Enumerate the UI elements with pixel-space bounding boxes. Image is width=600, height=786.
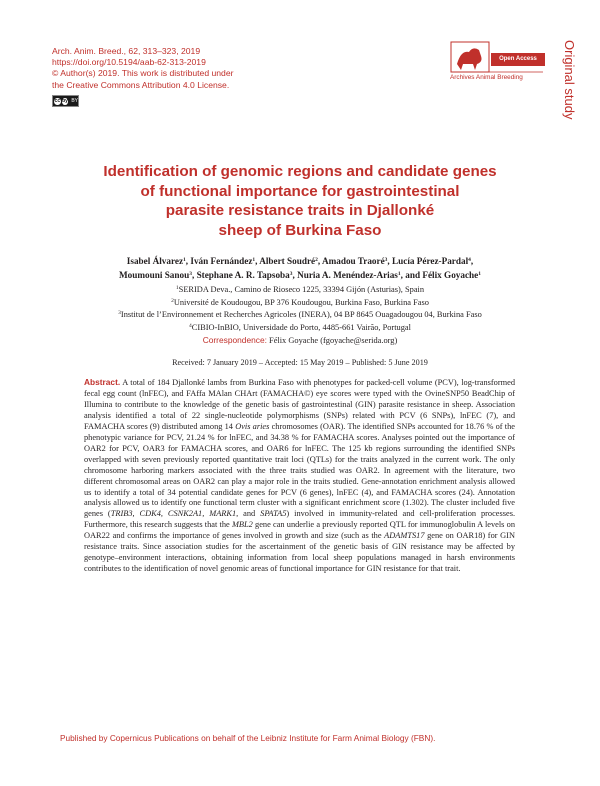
author-name: Isabel Álvarez [126,256,184,266]
correspondence-label: Correspondence: [202,335,267,345]
license-badge-label: BY [71,98,78,104]
abstract-text: ) involved in immunity-related and cell-proliferation processes. Furthermore, this research suggests that the [84,509,516,530]
affiliation-sup: 1 [175,285,179,291]
article-meta [52,46,233,91]
section-label-text: Original study [562,40,577,120]
author-sup: 1 [478,271,481,278]
author-line-1: Isabel Álvarez$^1$, Iván Fernández$^1$, Albert Soudré$^2$, Amadou Traoré$^3$, Lucía Pérez-Pardal$^4$, [126,256,474,266]
affiliation [60,321,540,334]
author-sup: 3 [384,257,388,263]
correspondence-email[interactable]: Félix Goyache (fgoyache@serida.org) [269,336,398,345]
abstract-text: gene on OAR18) for GIN resistance traits. Since association studies for the ascertainment of the genetic basis of GIN resistance may be affected by genotype–environment interactions, obtaining information from local sheep populations managed in harsh environments contributes to the identification of novel genomic areas of functional importance for GIN resistance for that trait. [84,531,515,574]
author-list [60,254,540,282]
author-sup: 4 [468,257,471,263]
gene-name: CDK4 [139,509,161,519]
doi-link[interactable]: https://doi.org/10.5194/aab-62-313-2019 [52,57,206,68]
cc-icon: cc [54,97,61,104]
affiliation-text: SERIDA Deva., Camino de Rioseco 1225, 33394 Gijón (Asturias), Spain [178,285,425,294]
abstract-text: gene can underlie a previously reported QTL for immunoglobulin A levels on OAR22 and confirms the importance of genes involved in growth and size (such as the [84,520,515,541]
section-label [557,40,577,140]
author-name: Félix Goyache [422,270,479,281]
affiliation-text: Université de Koudougou, BP 376 Koudougou, Burkina Faso, Burkina Faso [173,297,429,307]
correspondence [60,335,540,345]
cc-by-license-icon[interactable] [52,95,79,107]
affiliation [60,308,540,321]
affiliation-sup: 4 [189,322,192,329]
affiliation-text: CIBIO-InBIO, Universidade do Porto, 4485-661 Vairão, Portugal [191,322,411,332]
gene-name: ADAMTS17 [384,531,425,541]
species-name: Ovis aries [235,421,270,431]
author-sup: 3 [289,271,293,278]
title-line: of functional importance for gastrointestinal [140,182,460,200]
gene-name: MARK1 [209,509,237,519]
abstract-text: A total of 184 Djallonké lambs from Burkina Faso with phenotypes for packed-cell volume (PCV), log-transformed fecal egg count (lnFEC), and FAffa MAlan CHArt (FAMACHA©) eye scores were typed with the OvineSNP50 BeadChip of Illumina to contribute to the knowledge of the genetic basis of gastrointestinal (GIN) parasite resistance in sheep. Association analysis identified a total of 22 single-nucleotide polymorphisms (SNPs) related with PCV (6 SNPs), lnFEC (7), and FAMACHA scores (9) distributed among 14 [84,378,515,431]
author-name: Amadou Traoré [321,256,385,266]
gene-name: TRIB3 [110,509,133,519]
author-name: Albert Soudré [259,256,316,266]
gene-name: CSNK2A1 [167,509,203,519]
author-name: Stephane A. R. Tapsoba [196,270,290,281]
title-line: sheep of Burkina Faso [218,221,382,239]
gene-name: MBL2 [231,520,253,530]
author-sup: 1 [183,257,186,263]
author-sup: 3 [189,271,192,278]
publication-dates: Received: 7 January 2019 – Accepted: 15 May 2019 – Published: 5 June 2019 [172,358,428,367]
affiliation-text: Institut de l’Environnement et Recherches Agricoles (INERA), 04 BP 8645 Ouagadougou 04, Burkina Faso [120,310,482,320]
abstract-label: Abstract. [84,377,121,387]
affiliations [60,283,540,333]
open-access-badge: Open Access [491,53,545,66]
author-line-2: Moumouni Sanou$^3$, Stephane A. R. Tapsoba$^3$, Nuria A. Menéndez-Arias$^1$, and Félix Goyache$^1$ [119,270,481,281]
affiliation [60,296,540,309]
affiliation [60,283,540,296]
author-name: Lucía Pérez-Pardal [392,256,469,266]
abstract: Abstract. A total of 184 Djallonké lambs from Burkina Faso with phenotypes for packed-cell volume (PCV), log-transformed fecal egg count (lnFEC), and FAffa MAlan CHArt (FAMACHA©) eye scores were typed with the OvineSNP50 BeadChip of Illumina to contribute to the knowledge of the genetic basis of gastrointestinal (GIN) parasite resistance in sheep. Association analysis identified a total of 22 single-nucleotide polymorphisms (SNPs) related with PCV (6 SNPs), lnFEC (7), and FAMACHA scores (9) distributed among 14 Ovis aries chromosomes (OAR). The identified SNPs accounted for 18.76 % of the phenotypic variance for PCV, 21.24 % for lnFEC, and 34.38 % for FAMACHA scores. Analyses pointed out the importance of OAR2 for PCV, OAR3 for FAMACHA scores, and OAR6 for lnFEC. The 125 kb regions surrounding the identified SNPs overlapped with seven previously reported quantitative trait loci (QTLs) for the traits analyzed in the current work. The only chromosome harboring markers associated with the three traits studied was OAR2. In agreement with the literature, two different chromosomal areas on OAR2 can play a major role in the traits studied. Gene-annotation enrichment analysis allowed us to identify a total of 34 potential candidate genes for PCV (6 genes), lnFEC (4), and FAMACHA scores (24). Annotation analysis allowed us to identify one functional term cluster with a significant enrichment score (1.302). The cluster included five genes (TRIB3, CDK4, CSNK2A1, MARK1, and SPATA5) involved in immunity-related and cell-proliferation processes. Furthermore, this research suggests that the MBL2 gene can underlie a previously reported QTL for immunoglobulin A levels on OAR22 and confirms the importance of genes involved in growth and size (such as the ADAMTS17 gene on OAR18) for GIN resistance traits. Since association studies for the ascertainment of the genetic basis of GIN resistance may be affected by genotype–environment interactions, obtaining information from local sheep populations managed in harsh environments contributes to the identification of novel genomic areas of functional importance for GIN resistance for that trait. [84,377,516,574]
copyright-line-2[interactable]: the Creative Commons Attribution 4.0 License. [52,79,230,90]
author-name: Nuria A. Menéndez-Arias [297,270,398,281]
author-sup: 1 [397,271,401,278]
citation: Arch. Anim. Breed., 62, 313–323, 2019 [52,46,201,56]
and-word: and [405,270,421,281]
copyright-line-1: © Author(s) 2019. This work is distributed under [52,68,234,79]
title-line: Identification of genomic regions and candidate genes [103,163,497,180]
affiliation-sup: 2 [171,297,174,304]
author-name: Moumouni Sanou [119,270,190,281]
author-name: Iván Fernández [190,256,253,266]
affiliation-sup: 3 [118,310,121,317]
article-title [60,162,540,240]
author-sup: 1 [252,257,256,263]
gene-name: SPATA5 [260,509,287,519]
abstract-text: chromosomes (OAR). The identified SNPs accounted for 18.76 % of the phenotypic variance for PCV, 21.24 % for lnFEC, and 34.38 % for FAMACHA scores. Analyses pointed out the importance of OAR2 for PCV, OAR3 for FAMACHA scores, and OAR6 for lnFEC. The 125 kb regions surrounding the identified SNPs overlapped with seven previously reported quantitative trait loci (QTLs) for the traits analyzed in the current work. The only chromosome harboring markers associated with the three traits studied was OAR2. In agreement with the literature, two different chromosomal areas on OAR2 can play a major role in the traits studied. Gene-annotation enrichment analysis allowed us to identify a total of 34 potential candidate genes for PCV (6 genes), lnFEC (4), and FAMACHA scores (24). Annotation analysis allowed us to identify one functional term cluster with a significant enrichment score (1.302). The cluster included five genes ( [84,421,515,519]
author-sup: 2 [315,257,318,263]
by-person-icon: by [62,97,68,104]
journal-name: Archives Animal Breeding [450,74,523,81]
publisher-footer: Published by Copernicus Publications on behalf of the Leibniz Institute for Farm Animal Biology (FBN). [60,733,436,743]
title-line: parasite resistance traits in Djallonké [165,202,435,219]
